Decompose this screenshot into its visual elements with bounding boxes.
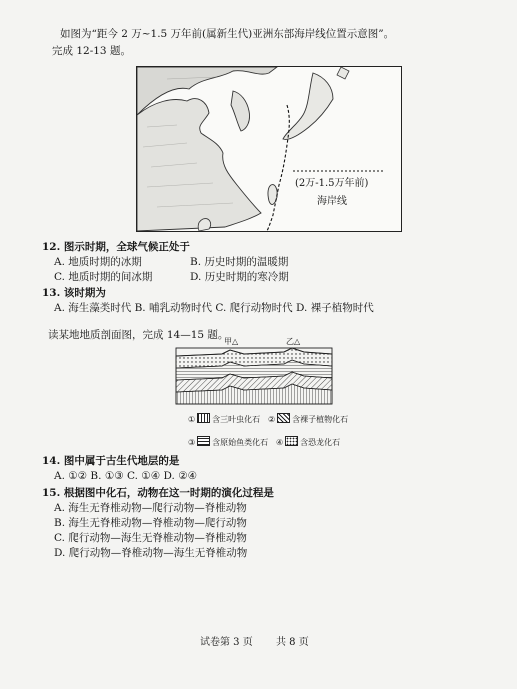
legend-item-3 xyxy=(188,436,268,448)
map-drawing xyxy=(137,67,401,231)
legend-2-label: 含裸子植物化石 xyxy=(292,415,349,424)
legend-2-number: ② xyxy=(268,415,276,424)
q12-option-b: B. 历史时期的温暖期 xyxy=(190,256,289,268)
coastline-map xyxy=(136,66,402,232)
legend-item-1 xyxy=(188,413,260,425)
gymnosperm-swatch-icon xyxy=(277,413,290,423)
legend-4-number: ④ xyxy=(276,438,284,447)
coastline-label-title: 海岸线 xyxy=(317,196,347,207)
trilobite-swatch-icon xyxy=(197,413,210,423)
legend-1-label: 含三叶虫化石 xyxy=(212,415,261,424)
profile-drawing xyxy=(174,344,334,406)
q12-option-a: A. 地质时期的冰期 xyxy=(54,256,142,268)
q12-option-c: C. 地质时期的间冰期 xyxy=(54,271,153,283)
q15-option-c: C. 爬行动物—海生无脊椎动物—脊椎动物 xyxy=(54,532,247,544)
q15-option-a: A. 海生无脊椎动物—爬行动物—脊椎动物 xyxy=(54,502,247,514)
dinosaur-swatch-icon xyxy=(285,436,298,446)
profile-label-b: 乙△ xyxy=(286,337,301,346)
korea-peninsula xyxy=(231,91,250,131)
footer-page-number: 试卷第 3 页 xyxy=(200,637,253,648)
legend-3-number: ③ xyxy=(188,438,196,447)
coastline-label-period: (2万-1.5万年前) xyxy=(295,178,369,189)
q15-option-d: D. 爬行动物—脊椎动物—海生无脊椎动物 xyxy=(54,547,248,559)
section2-intro: 读某地地质剖面图，完成 14—15 题。 xyxy=(48,329,229,341)
legend-4-label: 含恐龙化石 xyxy=(300,438,341,447)
q12-stem: 12. 图示时期，全球气候正处于 xyxy=(42,241,190,253)
q15-stem: 15. 根据图中化石，动物在这一时期的演化过程是 xyxy=(42,487,274,499)
intro-line-2: 完成 12-13 题。 xyxy=(52,45,131,57)
profile-label-a: 甲△ xyxy=(224,337,239,346)
q14-options: A. ①② B. ①③ C. ①④ D. ②④ xyxy=(54,470,198,482)
q14-stem: 14. 图中属于古生代地层的是 xyxy=(42,455,180,467)
q13-stem: 13. 该时期为 xyxy=(42,287,106,299)
japan-islands xyxy=(283,73,333,139)
legend-1-number: ① xyxy=(188,415,196,424)
intro-line-1: 如图为“距今 2 万~1.5 万年前(属新生代)亚洲东部海岸线位置示意图”。 xyxy=(60,28,395,40)
geologic-profile xyxy=(174,337,334,406)
legend-item-4 xyxy=(276,436,340,448)
primitive-fish-swatch-icon xyxy=(197,436,210,446)
footer-total-pages: 共 8 页 xyxy=(276,637,309,648)
ancient-coastline-dashed xyxy=(267,105,289,231)
q12-option-d: D. 历史时期的寒冷期 xyxy=(190,271,289,283)
q15-option-b: B. 海生无脊椎动物—脊椎动物—爬行动物 xyxy=(54,517,247,529)
legend-item-2 xyxy=(268,413,348,425)
legend-3-label: 含原始鱼类化石 xyxy=(212,438,269,447)
q13-options: A. 海生藻类时代 B. 哺乳动物时代 C. 爬行动物时代 D. 裸子植物时代 xyxy=(54,302,374,314)
